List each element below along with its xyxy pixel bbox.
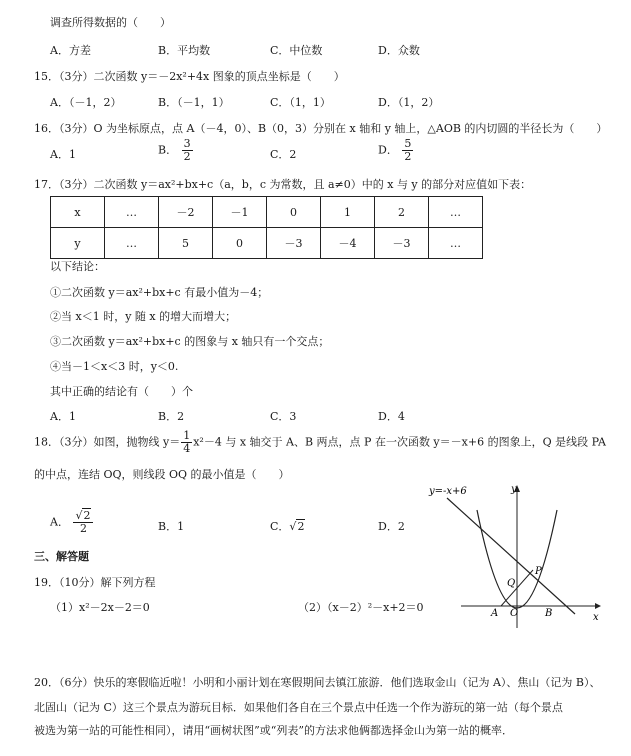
q14-option-d[interactable]: D．众数 — [378, 44, 420, 57]
q18-option-a-label: A． — [50, 515, 69, 529]
q17-table-row-y — [51, 228, 483, 259]
q14-stem: 调查所得数据的（ ） — [50, 16, 171, 29]
q17-conclusion-3: ③二次函数 y＝ax²+bx+c 的图象与 x 轴只有一个交点； — [50, 335, 330, 348]
q17-conclusion-2: ②当 x＜1 时，y 随 x 的增大而增大； — [50, 310, 237, 323]
q19-part2: （2）（x－2）²－x+2＝0 — [298, 601, 424, 614]
table-cell: 0 — [267, 197, 321, 228]
point-label-b: B — [545, 608, 553, 619]
q18-stem-line2: 的中点，连结 OQ，则线段 OQ 的最小值是（ ） — [34, 468, 290, 481]
table-cell: … — [429, 197, 483, 228]
table-cell: … — [105, 197, 159, 228]
q15-option-d[interactable]: D．（1，2） — [378, 96, 440, 109]
table-cell: 2 — [375, 197, 429, 228]
x-axis-label: x — [593, 612, 599, 623]
table-cell: －3 — [375, 228, 429, 259]
q20-line1: 20．（6分）快乐的寒假临近啦！小明和小丽计划在寒假期间去镇江旅游．他们选取金山（记为 A）、焦山（记为 B）、 — [34, 676, 601, 689]
q17-stem: 17．（3分）二次函数 y＝ax²+bx+c（a，b，c 为常数，且 a≠0）中的 x 与 y 的部分对应值如下表： — [34, 178, 532, 191]
q20-line2: 北固山（记为 C）这三个景点为游玩目标．如果他们各自在三个景点中任选一个作为游玩的第一站（每个景点 — [34, 701, 563, 714]
table-cell: … — [429, 228, 483, 259]
table-cell: x — [51, 197, 105, 228]
line-label: y=-x+6 — [429, 486, 467, 497]
point-label-a: A — [491, 608, 499, 619]
point-label-p: P — [535, 566, 542, 577]
q14-option-c[interactable]: C．中位数 — [270, 44, 323, 57]
q18-option-a[interactable] — [50, 510, 94, 535]
q17-intro: 以下结论： — [50, 260, 105, 273]
q16-stem: 16．（3分）O 为坐标原点，点 A（－4，0）、B（0，3）分别在 x 轴和 y 轴上，△AOB 的内切圆的半径长为（ ） — [34, 122, 608, 135]
table-cell: －3 — [267, 228, 321, 259]
q16-option-b-fraction: $\frac{3}{2}$ — [183, 137, 191, 163]
table-cell: y — [51, 228, 105, 259]
table-cell: 0 — [213, 228, 267, 259]
q16-option-b-label: B． — [158, 143, 178, 157]
q17-option-b[interactable]: B．2 — [158, 410, 185, 423]
q20-line3: 被选为第一站的可能性相同），请用“画树状图”或“列表”的方法求他俩都选择金山为第一站的概率． — [34, 724, 513, 737]
q16-option-d[interactable] — [378, 138, 414, 163]
q18-option-a-fraction: $\frac{√2}{2}$ — [73, 510, 93, 535]
q18-stem-a: 18．（3分）如图，抛物线 y＝ — [34, 435, 181, 449]
q18-option-c-sqrt: √2 — [289, 520, 305, 533]
q16-option-b[interactable] — [158, 138, 194, 163]
q17-option-a[interactable]: A．1 — [50, 410, 76, 423]
q18-fraction: $\frac{1}{4}$ — [183, 429, 191, 455]
table-cell: 1 — [321, 197, 375, 228]
q14-option-a[interactable]: A．方差 — [50, 44, 91, 57]
q19-stem: 19．（10分）解下列方程 — [34, 576, 156, 589]
q18-option-b[interactable]: B．1 — [158, 520, 185, 533]
q17-table-row-x — [51, 197, 483, 228]
table-cell: －1 — [213, 197, 267, 228]
q17-conclusion-4: ④当－1＜x＜3 时，y＜0. — [50, 360, 179, 373]
q17-option-c[interactable]: C．3 — [270, 410, 297, 423]
q17-value-table — [50, 196, 483, 259]
q15-stem: 15．（3分）二次函数 y＝－2x²+4x 图象的顶点坐标是（ ） — [34, 70, 345, 83]
q19-part1: （1）x²－2x－2＝0 — [50, 601, 150, 614]
q16-option-d-label: D． — [378, 143, 398, 157]
q16-option-d-fraction: $\frac{5}{2}$ — [404, 137, 412, 163]
q15-option-c[interactable]: C．（1，1） — [270, 96, 331, 109]
q18-stem-b: x²－4 与 x 轴交于 A、B 两点，点 P 在一次函数 y＝－x+6 的图象上，Q 是线段 PA — [193, 435, 606, 449]
q17-ask: 其中正确的结论有（ ）个 — [50, 385, 193, 398]
q15-option-b[interactable]: B．（－1，1） — [158, 96, 230, 109]
q18-stem-line1 — [34, 430, 606, 455]
q16-option-a[interactable]: A．1 — [50, 148, 76, 161]
table-cell: －2 — [159, 197, 213, 228]
q16-option-c[interactable]: C．2 — [270, 148, 297, 161]
q17-option-d[interactable]: D．4 — [378, 410, 405, 423]
point-label-q: Q — [507, 578, 516, 589]
q18-option-d[interactable]: D．2 — [378, 520, 405, 533]
point-label-o: O — [510, 608, 519, 619]
table-cell: 5 — [159, 228, 213, 259]
q14-option-b[interactable]: B．平均数 — [158, 44, 211, 57]
section-heading: 三、解答题 — [34, 550, 89, 563]
q18-figure — [425, 482, 605, 630]
y-axis-label: y — [511, 484, 517, 495]
q17-conclusion-1: ①二次函数 y＝ax²+bx+c 有最小值为－4； — [50, 286, 269, 299]
x-axis-arrow-icon — [595, 603, 601, 609]
q18-option-c-label: C． — [270, 520, 290, 533]
table-cell: … — [105, 228, 159, 259]
q18-option-c[interactable] — [270, 518, 305, 534]
table-cell: －4 — [321, 228, 375, 259]
q15-option-a[interactable]: A．（－1，2） — [50, 96, 122, 109]
